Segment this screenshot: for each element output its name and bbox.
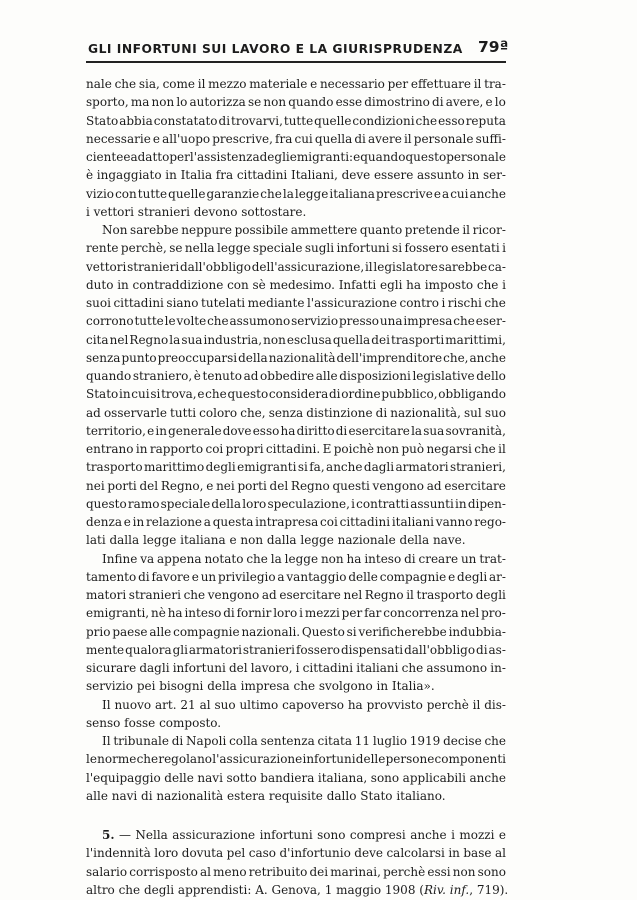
- text-line: Non sarebbe neppure possibile ammettere quanto pretende il ricor-: [102, 223, 506, 237]
- citation-line: altro che degli apprendisti: A. Genova, 1 maggio 1908 (Riv. inf., 719).: [86, 882, 509, 897]
- paragraph: [86, 550, 506, 696]
- text-line: tamento di favore e un privilegio a vantaggio delle compagnie e degli ar-: [86, 569, 506, 584]
- body-text: [86, 75, 509, 899]
- text-line: quando straniero, è tenuto ad obbedire alle disposizioni legislative dello: [86, 369, 506, 383]
- text-line: Il tribunale di Napoli colla sentenza citata 11 luglio 1919 decise che: [102, 734, 506, 748]
- text-line: prio paese alle compagnie nazionali. Questo si verificherebbe indubbia-: [86, 624, 506, 639]
- text-line: alle navi di nazionalità estera requisite dallo Stato italiano.: [86, 788, 446, 803]
- text-line: i vettori stranieri devono sottostare.: [86, 204, 307, 219]
- paragraph: [86, 221, 506, 550]
- text-line: senso fosse composto.: [86, 715, 222, 730]
- paragraph: [86, 696, 506, 733]
- text-line: lati dalla legge italiana e non dalla legge nazionale della nave.: [86, 533, 466, 548]
- text-line: l'equipaggio delle navi sotto bandiera italiana, sono applicabili anche: [86, 770, 506, 785]
- section-5: [86, 826, 509, 899]
- text-line: [86, 881, 509, 899]
- text-line: le norme che regolano l'assicurazione infortuni delle persone componenti: [86, 752, 506, 767]
- paragraph: [86, 75, 506, 221]
- text-line: questo ramo speciale della loro speculazione, i contratti assunti in dipen-: [86, 496, 506, 511]
- text-line: territorio, e in generale dove esso ha diritto di esercitare la sua sovranità,: [86, 423, 506, 438]
- text-line: è ingaggiato in Italia fra cittadini Italiani, deve essere assunto in ser-: [86, 168, 506, 183]
- page-number: 79ª: [478, 38, 509, 56]
- text-line: necessarie e all'uopo prescrive, fra cui quella di avere il personale suffi-: [86, 131, 506, 146]
- text-line: vettori stranieri dall'obbligo dell'assicurazione, il legislatore sarebbe ca-: [86, 259, 506, 274]
- section-gap: [86, 805, 506, 826]
- section-number: 5.: [102, 828, 115, 842]
- text-line: ciente e adatto per l'assistenza degli emigranti: e quando questo personale: [86, 150, 506, 164]
- text-line: senza punto preoccuparsi della nazionalità dell'imprenditore che, anche: [86, 350, 506, 365]
- text-line: emigranti, nè ha inteso di fornir loro i mezzi per far concorrenza nel pro-: [86, 606, 506, 621]
- page-header: [86, 28, 509, 64]
- text-line: suoi cittadini siano tutelati mediante l'assicurazione contro i rischi che: [86, 296, 506, 310]
- text-line: matori stranieri che vengono ad esercitare nel Regno il trasporto degli: [86, 588, 506, 602]
- text-line: duto in contraddizione con sè medesimo. Infatti egli ha imposto che i: [86, 277, 506, 292]
- text-line: sporto, ma non lo autorizza se non quando esse dimostrino di avere, e lo: [86, 95, 506, 110]
- text-line: sicurare dagli infortuni del lavoro, i cittadini italiani che assumono in-: [86, 661, 506, 675]
- text-line: Infine va appena notato che la legge non ha inteso di creare un trat-: [102, 551, 506, 566]
- text-line: entrano in rapporto coi propri cittadini. E poichè non può negarsi che il: [86, 442, 506, 456]
- text-line: l'indennità loro dovuta pel caso d'infortunio deve calcolarsi in base al: [86, 846, 506, 861]
- text-line: mente qualora gli armatori stranieri fossero dispensati dall'obbligo di as-: [86, 642, 506, 657]
- text-line: corrono tutte le volte che assumono servizio presso una impresa che eser-: [86, 314, 506, 329]
- text-line: ad osservarle tutti coloro che, senza distinzione di nazionalità, sul suo: [86, 405, 506, 420]
- text-line: salario corrisposto al meno retribuito dei marinai, perchè essi non sono: [86, 864, 506, 879]
- text-line: vizio con tutte quelle garanzie che la legge italiana prescrive e a cui anche: [86, 186, 506, 201]
- text-line: 5. — Nella assicurazione infortuni sono compresi anche i mozzi e: [86, 826, 506, 844]
- text-line: nei porti del Regno, e nei porti del Regno questi vengono ad esercitare: [86, 478, 506, 493]
- text-line: Il nuovo art. 21 al suo ultimo capoverso ha provvisto perchè il dis-: [102, 697, 506, 712]
- citation-source: Riv. inf.: [423, 882, 470, 897]
- text-line: rente perchè, se nella legge speciale sugli infortuni si fossero esentati i: [86, 241, 506, 256]
- text-line: Stato abbia constatato di trovarvi, tutte quelle condizioni che esso reputa: [86, 113, 506, 128]
- paragraph: [86, 732, 506, 805]
- text-line: servizio pei bisogni della impresa che svolgono in Italia».: [86, 679, 435, 694]
- text-line: cita nel Regno la sua industria, non esclusa quella dei trasporti marittimi,: [86, 332, 506, 347]
- text-line: Stato in cui si trova, e che questo considera di ordine pubblico, obbligando: [86, 387, 506, 402]
- running-title: GLI INFORTUNI SUI LAVORO E LA GIURISPRUDENZA: [88, 42, 463, 56]
- header-rule: [86, 61, 506, 63]
- text-line: denza e in relazione a questa intrapresa coi cittadini italiani vanno rego-: [86, 515, 506, 529]
- text-line: trasporto marittimo degli emigranti si fa, anche dagli armatori stranieri,: [86, 460, 506, 475]
- text-line: nale che sia, come il mezzo materiale e necessario per effettuare il tra-: [86, 77, 506, 91]
